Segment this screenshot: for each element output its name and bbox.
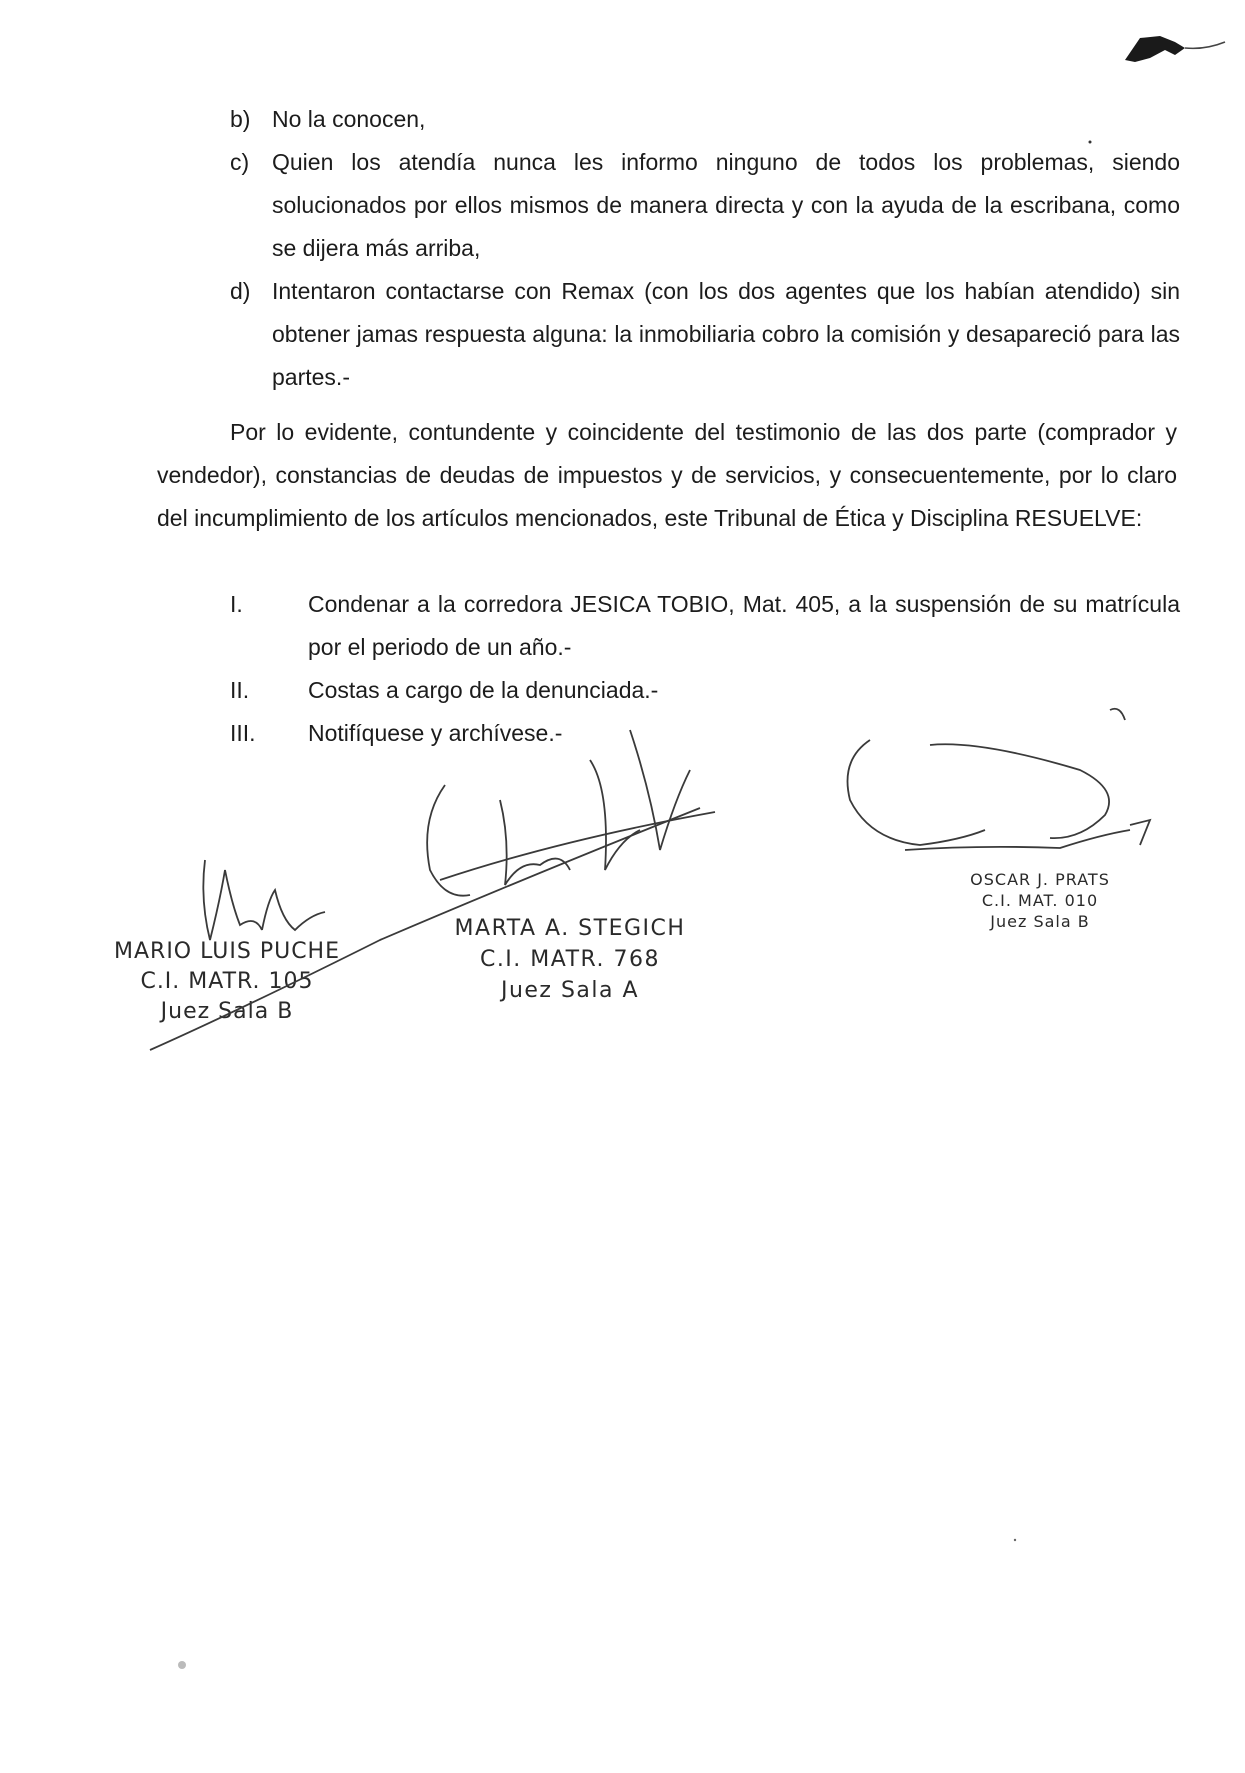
stamp-role: Juez Sala B	[990, 912, 1090, 931]
roman-marker: II.	[230, 677, 250, 703]
corner-ink-tail	[1185, 42, 1225, 48]
resolution-item-1	[230, 583, 1180, 669]
stamp-name: MARTA A. STEGICH	[454, 916, 686, 941]
stamp-matricula: C.I. MAT. 010	[981, 891, 1099, 910]
roman-marker: III.	[230, 720, 256, 746]
corner-ink-mark	[1125, 36, 1185, 62]
resolution-item-2	[230, 669, 1180, 712]
stamp-stegich	[430, 913, 710, 1006]
stamp-role: Juez Sala A	[500, 978, 640, 1003]
roman-marker: I.	[230, 591, 243, 617]
list-marker: b)	[230, 106, 251, 132]
list-marker: d)	[230, 278, 251, 304]
list-item-b	[230, 98, 1180, 141]
list-item-text: No la conocen,	[272, 106, 426, 132]
list-item-c	[230, 141, 1180, 270]
resolution-text: Condenar a la corredora JESICA TOBIO, Mat. 405, a la suspensión de su matrícula por el periodo de un año.-	[308, 591, 1180, 660]
list-item-text: Intentaron contactarse con Remax (con los dos agentes que los habían atendido) sin obtener jamas respuesta alguna: la inmobiliaria cobro la comisión y desapareció para las partes.-	[272, 278, 1180, 390]
list-item-text: Quien los atendía nunca les informo ninguno de todos los problemas, siendo solucionados por ellos mismos de manera directa y con la ayuda de la escribana, como se dijera más arriba,	[272, 149, 1180, 261]
resolution-item-3	[230, 712, 1180, 755]
resolution-text: Notifíquese y archívese.-	[308, 720, 563, 746]
stamp-matricula: C.I. MATR. 105	[140, 969, 314, 994]
stamp-prats	[930, 869, 1150, 932]
stamp-role: Juez Sala B	[160, 999, 294, 1024]
list-item-d	[230, 270, 1180, 399]
resolution-text: Costas a cargo de la denunciada.-	[308, 677, 659, 703]
stamp-puche	[82, 937, 372, 1027]
list-marker: c)	[230, 149, 250, 175]
resolution-paragraph: Por lo evidente, contundente y coincidente del testimonio de las dos parte (comprador y vendedor), constancias de deudas de impuestos y de servicios, y consecuentemente, por lo claro del incumplimiento de los artículos mencionados, este Tribunal de Ética y Disciplina RESUELVE:	[157, 419, 1177, 531]
stamp-name: OSCAR J. PRATS	[970, 870, 1110, 889]
stamp-name: MARIO LUIS PUCHE	[114, 939, 340, 964]
stamp-matricula: C.I. MATR. 768	[479, 947, 661, 972]
